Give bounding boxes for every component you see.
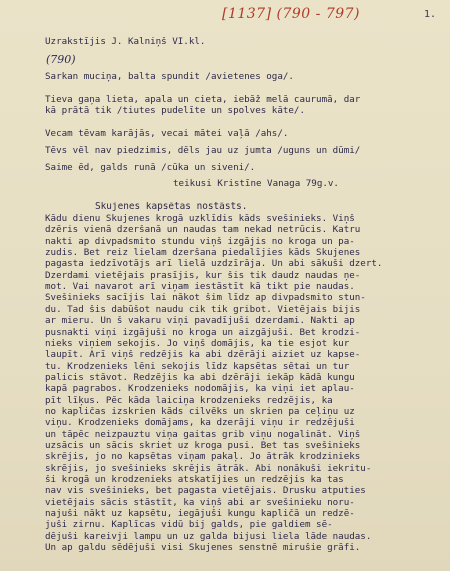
story-line: tu. Krodzenieks lēni sekojis līdz kapsētas sētai un tur: [45, 361, 350, 372]
verse-line: Sarkan muciņa, balta spundit /avietenes oga/.: [45, 72, 294, 82]
story-line: pīt līķus. Pēc kāda laiciņa krodzenieks redzējis, ka: [45, 395, 333, 406]
story-line: pusnakti viņi izgājuši no kroga un aizgājuši. Bet krodzi-: [45, 327, 361, 338]
story-line: zudis. Bet reiz lielam dzeršana piedalījies kāds Skujenes: [45, 248, 361, 259]
story-line: dzēris vienā dzeršanā un naudas tam nekad netrūcis. Katru: [45, 225, 361, 236]
verse-line: Saime ēd, galds runā /cūka un siveni/.: [45, 163, 256, 173]
story-line: Dzerdami vietējais prasījis, kur šis tik daudz naudas ņe-: [45, 270, 361, 281]
verse-line: Tieva gaņa lieta, apala un cieta, iebāž melā caurumā, dar: [45, 95, 361, 105]
verse-line: Vecam tēvam karājās, vecai mātei vaļā /ahs/.: [45, 129, 289, 139]
story-line: mot. Vai navarot arī viņam iestāstīt kā tikt pie naudas.: [45, 282, 355, 293]
story-line: palicis stāvot. Redzējis ka abi dzērāji iekāp kādā kungu: [45, 372, 355, 383]
informant-signature: teikusi Kristīne Vanaga 79g.v.: [173, 179, 339, 189]
story-line: no kapličas izskrien kāds cilvēks un skrien pa ceļiņu uz: [45, 406, 355, 417]
story-line: viņu. Krodzenieks domājams, ka dzerāji viņu ir redzējuši: [45, 418, 355, 429]
story-line: laupīt. Arī viņš redzējis ka abi dzērāji aiziet uz kapse-: [45, 350, 361, 361]
verse-line: kā prātā tik /tiutes pudelīte un spolves kāte/.: [45, 106, 305, 116]
story-line: uzsācis un sācis skriet uz kroga pusi. Bet tas svešinieks: [45, 441, 361, 451]
story-line: dējuši kareivji lampu un uz galda bijusi liela lāde naudas.: [45, 531, 372, 542]
story-line: un tāpēc neizpauztu viņa gaitas grib viņu nogalināt. Viņš: [45, 429, 361, 440]
page-number: 1.: [424, 9, 437, 20]
story-line: juši zirnu. Kaplīcas vidū bij galds, pie galdiem sē-: [45, 520, 333, 531]
archive-reference: [1137] (790 - 797): [222, 6, 361, 22]
story-line: vietējais sācis stāstīt, ka viņš abi ar svešinieku noru-: [45, 497, 355, 508]
story-line: Svešinieks sacījis lai nākot šim līdz ap divpadsmito stun-: [45, 293, 366, 304]
story-line: najuši nākt uz kapsētu, iegājuši kungu kapličā un redzē-: [45, 509, 355, 520]
verse-line: Tēvs vēl nav piedzimis, dēls jau uz jumta /uguns un dūmi/: [45, 146, 361, 156]
story-line: Kādu dienu Skujenes krogā uzklīdis kāds svešinieks. Viņš: [45, 214, 355, 224]
handwritten-number: (790): [46, 53, 76, 66]
story-line: ši krogā un krodzenieks atskatījies un redzējis ka tas: [45, 475, 344, 486]
story-line: pagasta iedzīvotājs arī lielā uzdzīrāja. Un abi sākuši dzert.: [45, 259, 383, 270]
story-line: kapā pagrabos. Krodzenieks nodomājis, ka viņi iet aplau-: [45, 384, 355, 395]
story-line: Un ap galdu sēdējuši visi Skujenes senstnē mirušie grāfi.: [45, 543, 361, 554]
story-line: ar mieru. Un š vakaru viņi pavadījuši dzerdami. Nakti ap: [45, 316, 355, 327]
story-line: nav vis svešinieks, bet pagasta vietējais. Drusku atputies: [45, 486, 366, 497]
story-line: nakti ap divpadsmito stundu viņš izgājis no kroga un pa-: [45, 236, 355, 247]
story-line: du. Tad šis dabūšot naudu cik tik gribot. Vietējais bijis: [45, 304, 361, 315]
story-line: skrējis, jo svešinieks skrējis ātrāk. Abi nonākuši iekritu-: [45, 463, 372, 474]
story-line: skrējis, jo no kapsētas viņam pakaļ. Jo ātrāk krodzinieks: [45, 452, 361, 463]
story-title: Skujenes kapsētas nostāsts.: [95, 202, 248, 212]
story-line: nieks viņiem sekojis. Jo viņš domājis, ka tie esjot kur: [45, 338, 350, 349]
recorder-line: Uzrakstījis J. Kalniņš VI.kl.: [45, 37, 206, 47]
